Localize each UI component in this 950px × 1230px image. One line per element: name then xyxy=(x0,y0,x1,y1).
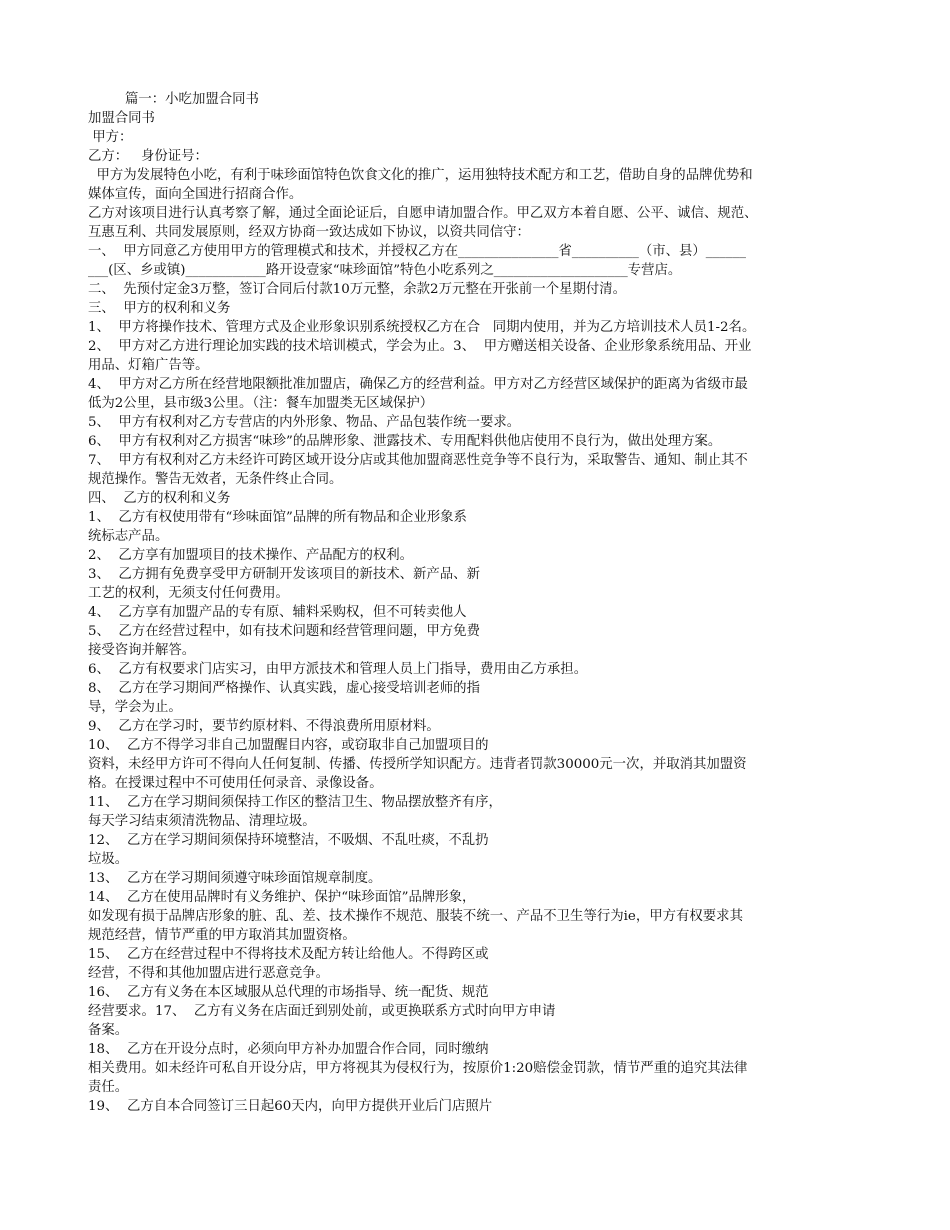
contract-line: 经营，不得和其他加盟店进行恶意竞争。 xyxy=(88,966,330,981)
contract-line: 导，学会为止。 xyxy=(88,700,182,715)
contract-line: 12、 乙方在学习期间须保持环境整洁，不吸烟、不乱吐痰，不乱扔 xyxy=(88,833,489,848)
document-heading: 篇一：小吃加盟合同书 xyxy=(125,92,259,107)
contract-line: 用品、灯箱广告等。 xyxy=(88,358,209,373)
contract-line: 10、 乙方不得学习非自己加盟醒目内容，或窃取非自己加盟项目的 xyxy=(88,738,489,753)
contract-line: 15、 乙方在经营过程中不得将技术及配方转让给他人。不得跨区或 xyxy=(88,947,489,962)
contract-line: 13、 乙方在学习期间须遵守味珍面馆规章制度。 xyxy=(88,871,382,886)
contract-line: 3、 乙方拥有免费享受甲方研制开发该项目的新技术、新产品、新 xyxy=(88,567,480,582)
contract-line: 2、 乙方享有加盟项目的技术操作、产品配方的权利。 xyxy=(88,548,414,563)
contract-line: ___(区、乡或镇)____________路开设壹家“味珍面馆”特色小吃系列之____________________专营店。 xyxy=(88,263,682,278)
contract-line: 6、 乙方有权要求门店实习，由甲方派技术和管理人员上门指导，费用由乙方承担。 xyxy=(88,662,588,677)
party-a-label: 甲方： xyxy=(88,130,133,145)
contract-line: 14、 乙方在使用品牌时有义务维护、保护“味珍面馆”品牌形象， xyxy=(88,890,476,905)
contract-line: 低为2公里，县市级3公里。（注：餐车加盟类无区域保护） xyxy=(88,396,434,411)
contract-line: 垃圾。 xyxy=(88,852,129,867)
contract-line: 2、 甲方对乙方进行理论加实践的技术培训模式，学会为止。3、 甲方赠送相关设备、企业形象系统用品、开业 xyxy=(88,339,752,354)
contract-line: 媒体宣传，面向全国进行招商合作。 xyxy=(88,187,303,202)
contract-line: 规范经营，情节严重的甲方取消其加盟资格。 xyxy=(88,928,356,943)
party-b-label: 乙方： 身份证号： xyxy=(88,149,208,164)
contract-line: 相关费用。如未经许可私自开设分店，甲方将视其为侵权行为，按原价1:20赔偿金罚款，情节严重的追究其法律 xyxy=(88,1061,748,1076)
contract-line: 11、 乙方在学习期间须保持工作区的整洁卫生、物品摆放整齐有序， xyxy=(88,795,502,810)
document-title: 加盟合同书 xyxy=(88,111,155,126)
contract-line: 接受咨询并解答。 xyxy=(88,643,196,658)
contract-line: 5、 甲方有权利对乙方专营店的内外形象、物品、产品包装作统一要求。 xyxy=(88,415,521,430)
contract-document xyxy=(88,90,866,1116)
contract-line: 1、 乙方有权使用带有“珍味面馆”品牌的所有物品和企业形象系 xyxy=(88,510,467,525)
contract-line: 19、 乙方自本合同签订三日起60天内，向甲方提供开业后门店照片 xyxy=(88,1099,493,1114)
contract-line: 9、 乙方在学习时，要节约原材料、不得浪费所用原材料。 xyxy=(88,719,440,734)
contract-line: 5、 乙方在经营过程中，如有技术问题和经营管理问题，甲方免费 xyxy=(88,624,480,639)
contract-line: 4、 甲方对乙方所在经营地限额批准加盟店，确保乙方的经营利益。甲方对乙方经营区域保护的距离为省级市最 xyxy=(88,377,748,392)
contract-line: 责任。 xyxy=(88,1080,129,1095)
contract-line: 如发现有损于品牌店形象的脏、乱、差、技术操作不规范、服装不统一、产品不卫生等行为ie，甲方有权要求其 xyxy=(88,909,743,924)
contract-line: 四、 乙方的权利和义务 xyxy=(88,491,231,506)
contract-line: 1、 甲方将操作技术、管理方式及企业形象识别系统授权乙方在合 同期内使用，并为乙方培训技术人员1-2名。 xyxy=(88,320,756,335)
contract-line: 18、 乙方在开设分点时，必须向甲方补办加盟合作合同，同时缴纳 xyxy=(88,1042,489,1057)
contract-line: 统标志产品。 xyxy=(88,529,169,544)
contract-line: 每天学习结束须清洗物品、清理垃圾。 xyxy=(88,814,316,829)
contract-line: 乙方对该项目进行认真考察了解，通过全面论证后，自愿申请加盟合作。甲乙双方本着自愿、公平、诚信、规范、 xyxy=(88,206,758,221)
contract-line: 工艺的权利，无须支付任何费用。 xyxy=(88,586,289,601)
contract-line: 二、 先预付定金3万整，签订合同后付款10万元整，余款2万元整在开张前一个星期付清。 xyxy=(88,282,627,297)
contract-line: 16、 乙方有义务在本区域服从总代理的市场指导、统一配货、规范 xyxy=(88,985,489,1000)
contract-body xyxy=(88,166,866,1116)
contract-line: 互惠互利、共同发展原则，经双方协商一致达成如下协议，以资共同信守： xyxy=(88,225,530,240)
contract-line: 6、 甲方有权利对乙方损害“味珍”的品牌形象、泄露技术、专用配料供他店使用不良行为，做出处理方案。 xyxy=(88,434,722,449)
contract-line: 一、 甲方同意乙方使用甲方的管理模式和技术，并授权乙方在_______________省__________（市、县）______ xyxy=(88,244,746,259)
contract-line: 4、 乙方享有加盟产品的专有原、辅料采购权，但不可转卖他人 xyxy=(88,605,467,620)
contract-line: 8、 乙方在学习期间严格操作、认真实践，虚心接受培训老师的指 xyxy=(88,681,480,696)
contract-line: 资料，未经甲方许可不得向人任何复制、传播、传授所学知识配方。违背者罚款30000元一次，并取消其加盟资 xyxy=(88,757,747,772)
contract-line: 7、 甲方有权利对乙方未经许可跨区域开设分店或其他加盟商恶性竞争等不良行为，采取警告、通知、制止其不 xyxy=(88,453,748,468)
contract-line: 甲方为发展特色小吃，有利于味珍面馆特色饮食文化的推广，运用独特技术配方和工艺，借助自身的品牌优势和 xyxy=(88,168,753,183)
contract-line: 规范操作。警告无效者，无条件终止合同。 xyxy=(88,472,343,487)
contract-line: 格。在授课过程中不可使用任何录音、录像设备。 xyxy=(88,776,383,791)
contract-line: 备案。 xyxy=(88,1023,129,1038)
contract-line: 经营要求。17、 乙方有义务在店面迁到别处前，或更换联系方式时向甲方申请 xyxy=(88,1004,556,1019)
contract-line: 三、 甲方的权利和义务 xyxy=(88,301,231,316)
